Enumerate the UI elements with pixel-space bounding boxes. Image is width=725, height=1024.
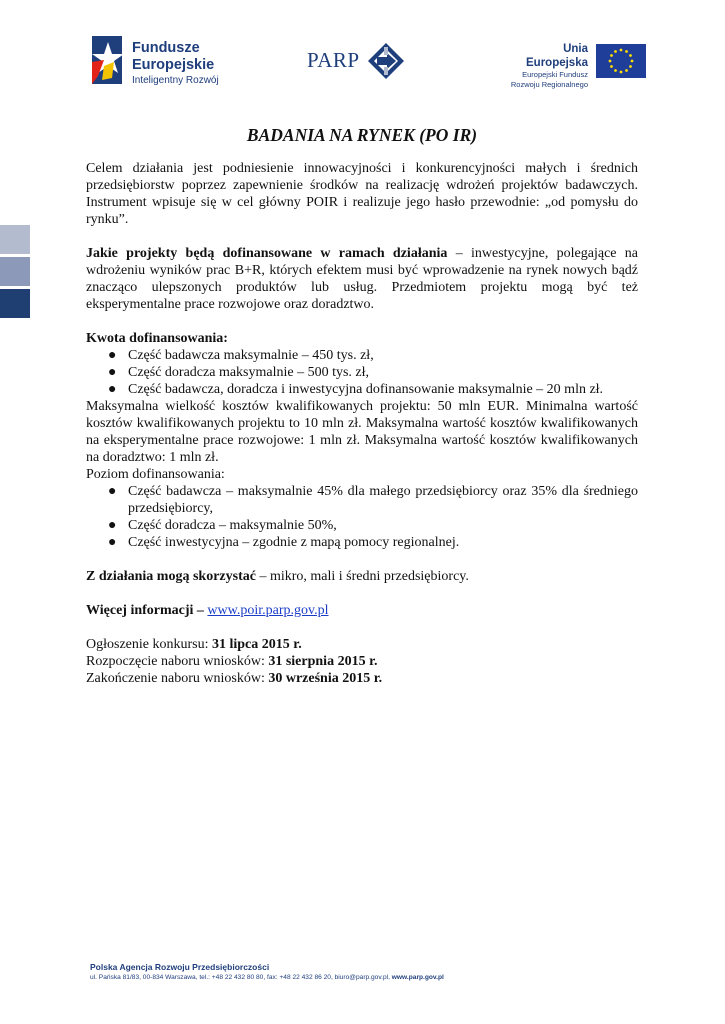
beneficiaries-label: Z działania mogą skorzystać [86,569,256,584]
parp-logo [307,42,407,82]
eu-flag-icon [596,44,646,78]
amount-list [86,347,638,398]
bullet-icon: ● [108,382,117,397]
level-heading: Poziom dofinansowania: [86,467,225,482]
date-value: 31 sierpnia 2015 r. [268,654,378,669]
bullet-icon: ● [108,518,117,533]
footer-address-text: ul. Pańska 81/83, 00-834 Warszawa, tel.: +48 22 432 80 80, fax: +48 22 432 86 20, biuro@parp.gov.pl, [90,974,392,981]
side-tab-light [0,225,30,254]
amount-heading [86,330,638,347]
list-item-text: Część doradcza maksymalnie – 500 tys. zł, [128,365,370,380]
footer-org-name: Polska Agencja Rozwoju Przedsiębiorczości [90,962,270,972]
projects-text: – inwestycyjne, polegające na wdrożeniu wyników prac B+R, których efektem musi być wprowadzenie na rynek nowych bądź znacząco ulepszonych produktów lub usług. Przedmiotem projektu mogą być też eksperymentalne prace rozwojowe oraz doradztwo. [86,246,638,312]
list-item-text: Część inwestycyjna – zgodnie z mapą pomocy regionalnej. [128,535,460,550]
parp-arrow-icon [367,42,405,80]
parp-logo-text: PARP [307,48,360,72]
list-item [108,483,638,517]
more-info-paragraph [86,602,638,619]
amount-label: Kwota dofinansowania: [86,331,228,346]
bullet-icon: ● [108,535,117,550]
fe-logo-line1: Fundusze [132,40,200,56]
projects-paragraph [86,245,638,313]
document-body [86,125,638,687]
more-info-link[interactable]: www.poir.parp.gov.pl [207,603,329,618]
list-item-text: Część badawcza maksymalnie – 450 tys. zł, [128,348,374,363]
max-costs-paragraph: Maksymalna wielkość kosztów kwalifikowanych projektu: 50 mln EUR. Minimalna wartość kosztów kwalifikowanych projektu to 10 mln zł. Maksymalna wartość kosztów kwalifikowanych na eksperymentalne prace rozwojowe: 1 mln zł. Maksymalna wartość kosztów kwalifikowanych na doradztwo: 1 mln zł. [86,399,638,465]
ue-logo-line3: Rozwoju Regionalnego [510,80,588,89]
beneficiaries-paragraph [86,568,638,585]
list-item [108,517,638,534]
ue-logo-line2: Europejski Fundusz [522,70,588,79]
ue-logo-line1: Unia Europejska [526,43,588,69]
fundusze-europejskie-logo [88,32,238,92]
more-info-label: Więcej informacji – [86,603,204,618]
list-item [108,534,638,551]
footer-address [90,973,444,983]
bullet-icon: ● [108,348,117,363]
header-logos [0,28,725,98]
date-start [86,653,638,670]
list-item [108,347,638,364]
list-item-text: Część badawcza – maksymalnie 45% dla małego przedsiębiorcy oraz 35% dla średniego przedsiębiorcy, [128,484,638,516]
bullet-icon: ● [108,484,117,499]
list-item-text: Część badawcza, doradcza i inwestycyjna dofinansowanie maksymalnie – 20 mln zł. [128,382,604,397]
date-label: Rozpoczęcie naboru wniosków: [86,654,269,669]
list-item [108,364,638,381]
side-tab-dark [0,289,30,318]
unia-europejska-logo [500,40,660,90]
level-list [86,483,638,551]
date-end [86,670,638,687]
beneficiaries-text: – mikro, mali i średni przedsiębiorcy. [255,569,469,584]
footer-website: www.parp.gov.pl [391,974,444,981]
side-tab-medium [0,257,30,286]
intro-paragraph: Celem działania jest podniesienie innowacyjności i konkurencyjności małych i średnich przedsiębiorstw poprzez zapewnienie środków na realizację wdrożeń projektów badawczych. Instrument wpisuje się w cel główny POIR i realizuje jego hasło przewodnie: „od pomysłu do rynku”. [86,161,638,227]
projects-label: Jakie projekty będą dofinansowane w ramach działania [86,246,448,261]
date-announcement [86,636,638,653]
document-title: BADANIA NA RYNEK (PO IR) [246,125,478,145]
fe-star-icon [88,32,126,88]
fe-logo-line2: Europejskie [132,57,215,73]
date-value: 30 września 2015 r. [268,671,383,686]
side-decoration-tabs [0,225,30,321]
footer [90,962,444,983]
list-item [108,381,638,398]
date-label: Ogłoszenie konkursu: [86,637,212,652]
bullet-icon: ● [108,365,117,380]
list-item-text: Część doradcza – maksymalnie 50%, [128,518,337,533]
date-value: 31 lipca 2015 r. [211,637,302,652]
date-label: Zakończenie naboru wniosków: [86,671,269,686]
fe-logo-line3: Inteligentny Rozwój [132,75,219,86]
